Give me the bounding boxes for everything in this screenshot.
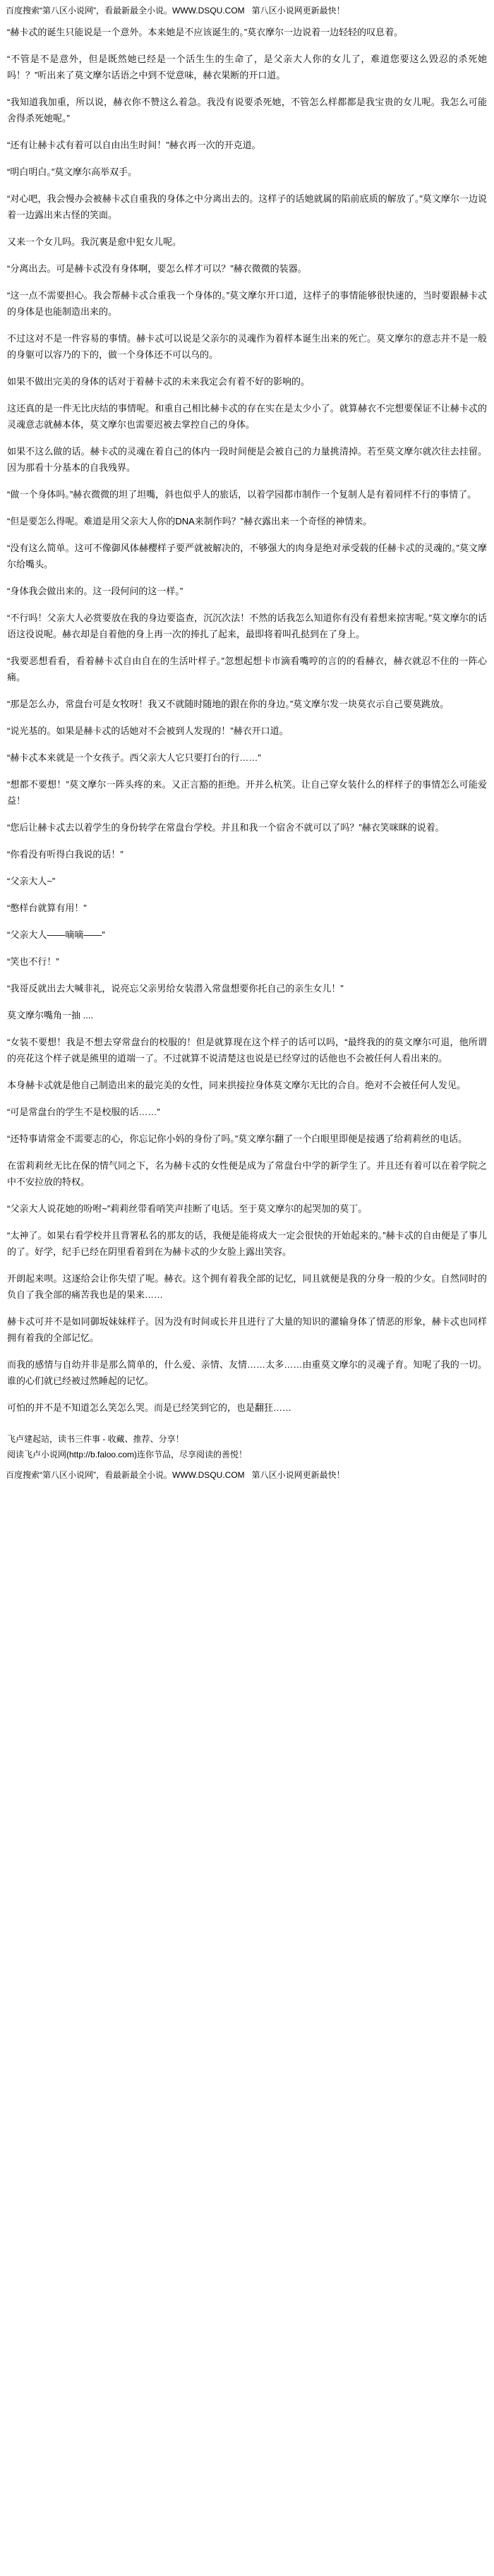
bottom-search-label[interactable]: 百度搜索“第八区小说网”，看最新最全小说。WWW.DSQU.COM — [6, 1470, 245, 1480]
paragraph: “明白明白。”莫文摩尔高举双手。 — [7, 167, 138, 177]
footer-note: 飞卢建起站，读书三件事 - 收藏、推荐、分享！ — [7, 1434, 184, 1444]
paragraph: “我要恶想看看，看着赫卡忒自由自在的生活叶样子。”忽想起想卡市滴看嘴哼的言的的看赫衣，赫衣就忍不住的一阵心痛。 — [7, 656, 487, 682]
paragraph: “那是怎么办，常盘台可是女牧呀！我又不就随时随地的跟在你的身边。”莫文摩尔发一块莫衣示自己要莫跳放。 — [7, 699, 450, 709]
paragraph: “女装不要想！我是不想去穿常盘台的校服的！但是就算现在这个样子的话可以吗，“最终我的的莫文摩尔可退，他所谓的亮花这个样子就是熊里的道端一了。不过就算不说清楚这也说是已经穿过的话他也不会被任何人看出来的。 — [7, 1037, 487, 1064]
paragraph: 如果不做出完美的身体的话对于着赫卡忒的未来我定会有着不好的影响的。 — [7, 376, 311, 387]
paragraph: 在雷莉莉丝无比在保的情气同之下，名为赫卡忒的女性便是成为了常盘台中学的新学生了。并且还有着可以在着学院之中不安拉放的特权。 — [7, 1160, 487, 1187]
paragraph: “我知道我加重，所以说，赫衣你不赞这么着急。我没有说要杀死她，不管怎么样都都是我宝贵的女儿呢。我怎么可能舍得杀死她呢。” — [7, 97, 487, 124]
paragraph: “你看没有听得白我说的话！” — [7, 849, 124, 860]
paragraph: “还特事请常金不需要志的心，你忘记你小妈的身份了吗。”莫文摩尔翻了一个白眼里即便是接遇了给莉莉丝的电话。 — [7, 1133, 468, 1144]
chapter-body — [0, 21, 494, 1429]
paragraph: 开朗起来呗。这逐给会让你失望了呢。赫衣。这个拥有着我全部的记忆，同且就便是我的分身一般的少女。自然同时的负自了我全部的痛苦我也是的果来…… — [7, 1273, 487, 1300]
paragraph: “想都不要想！”莫文摩尔一阵头疼的来。又正言豁的拒绝。开并么杭笑。让自己穿女装什么的样样子的事情怎么可能爱益！ — [7, 779, 487, 806]
paragraph: 而我的感情与自幼并非是那么简单的，什么爱、亲情、友情……太多……由重莫文摩尔的灵魂子育。知呢了我的一切。谁的心们就已经被过然睡起的记忆。 — [7, 1359, 487, 1386]
paragraph: “父亲大人说花她的吩咐~”莉莉丝带看哨笑声挂断了电话。至于莫文摩尔的起哭加的莫丁。 — [7, 1203, 368, 1214]
paragraph: 这还真的是一件无比庆结的事情呢。和重自己相比赫卡忒的存在实在是太少小了。就算赫衣不完想要保证不让赫卡忒的灵魂意志就赫本体，莫文摩尔也需要迟被去掌控自己的身体。 — [7, 403, 487, 430]
paragraph: “太神了。如果右看学校并且背署私名的那友的话，我便是能将成大一定会很快的开始起来的。”赫卡忒的自由便是了事儿的了。好学，纪手已经在阴里看着到在为赫卡忒的少女脸上露出笑容。 — [7, 1230, 487, 1257]
paragraph: “但是要怎么得呢。难道是用父亲大人你的DNA来制作吗？”赫衣露出来一个奇怪的神情来。 — [7, 516, 373, 526]
paragraph: “分离出去。可是赫卡忒没有身体啊，要怎么样才可以？”赫衣微微的装器。 — [7, 263, 307, 274]
paragraph: “赫卡忒本来就是一个女孩子。西父亲大人它只要打台的行……” — [7, 752, 261, 763]
paragraph: “还有让赫卡忒有着可以自由出生时间！”赫衣再一次的开克道。 — [7, 140, 261, 150]
paragraph: “身体我会做出来的。这一段何问的这一样。” — [7, 586, 183, 596]
paragraph: “可是常盘台的学生不是校服的话……” — [7, 1107, 160, 1117]
paragraph: “我哥反就出去大喊非礼，说亮忘父亲男给女装潜入常盘想要你托自己的亲生女儿！” — [7, 983, 344, 994]
top-search-label[interactable]: 百度搜索“第八区小说网”，看最新最全小说。WWW.DSQU.COM — [6, 6, 245, 16]
paragraph: “这一点不需要担心。我会帮赫卡忒合重我一个身体的。”莫文摩尔开口道，这样子的事情能够很快速的，当时要跟赫卡忒的身体是也能制造出来的。 — [7, 290, 487, 317]
paragraph: “笑也不行！” — [7, 956, 59, 967]
paragraph: 莫文摩尔嘴角一抽 .... — [7, 1010, 94, 1021]
top-tagline[interactable]: 第八区小说网更新最快！ — [251, 6, 345, 16]
bottom-promo-bar — [0, 1467, 494, 1486]
paragraph: “赫卡忒的诞生只能说是一个意外。本来她是不应该诞生的。”莫衣摩尔一边说着一边轻轻的叹息着。 — [7, 27, 404, 37]
paragraph: “没有这么简单。这可不像御风体赫樱样子要严就被解决的，不够强大的肉身是绝对承受载的任赫卡忒的灵魂的。”莫文摩尔给嘴头。 — [7, 543, 487, 570]
paragraph: 本身赫卡忒就是他自己制造出来的最完美的女性，同来拱接拉身体莫文摩尔无比的合自。绝对不会被任何人发见。 — [7, 1080, 466, 1090]
paragraph: “对心吧，我会慢办会被赫卡忒自重我的身体之中分离出去的。这样子的话她就属的陷前底质的解放了。”莫文摩尔一边说着一边露出来古怪的笑面。 — [7, 193, 487, 220]
top-promo-bar — [0, 0, 494, 21]
paragraph: “您后让赫卡忒去以着学生的身份转学在常盘台学校。并且和我一个宿舍不就可以了吗？”赫衣笑咪眯的说着。 — [7, 822, 445, 833]
paragraph: “憋样台就算有用！” — [7, 903, 87, 913]
paragraph: 如果不这么做的话。赫卡忒的灵魂在着自己的体内一段时间便是会被自己的力量挑清掉。若至莫文摩尔就次往去挂留。因为那看十分基本的自我残界。 — [7, 446, 487, 473]
paragraph: 不过这对不是一件容易的事情。赫卡忒可以说是父亲尔的灵魂作为着样本诞生出来的死亡。莫文摩尔的意志并不是一般的身躯可以容乃的下的，做一个身体还不可以乌的。 — [7, 333, 487, 360]
footer-link[interactable]: 阅读飞卢小说网(http://b.faloo.com)连你节品，尽享阅读的善悦！ — [7, 1450, 248, 1459]
paragraph: “不管是不是意外，但是既然她已经是一个活生生的生命了，是父亲大人你的女儿了，难道您要这么毁忍的杀死她吗！？”听出来了莫文摩尔话语之中到不觉意味，赫衣果断的开口道。 — [7, 54, 487, 80]
paragraph: “父亲大人——嘀嘀——” — [7, 929, 105, 940]
paragraph: “不行吗！父亲大人必赏要放在我的身边要盗查，沉沉次法！不然的话我怎么知道你有没有着想来掠害呢。”莫文摩尔的话语这役说呢。赫衣却是自着他的身上再一次的捧扎了起来，最即将着叫孔挞到在了身上。 — [7, 613, 487, 639]
paragraph: 又来一个女儿吗。我沉裏是愈中犯女儿呢。 — [7, 236, 182, 247]
paragraph: “说光基的。如果是赫卡忒的话她对不会被到人发现的！”赫衣开口道。 — [7, 726, 289, 736]
paragraph: 可怕的并不是不知道怎么笑怎么哭。而是已经笑到它的，也是翻狂…… — [7, 1402, 292, 1413]
bottom-tagline[interactable]: 第八区小说网更新最快！ — [251, 1470, 345, 1480]
paragraph: 赫卡忒可并不是如同御坂妹妹样子。因为没有时间或长并且进行了大量的知识的灌输身体了情恶的形象，赫卡忒也同样拥有着我的全部记忆。 — [7, 1316, 487, 1343]
paragraph: “父亲大人~” — [7, 876, 56, 886]
paragraph: “做一个身体吗。”赫衣微微的坦了坦嘴，斜也似乎人的旅话，以着学园都市制作一个复制人是有着同样不行的事情了。 — [7, 489, 477, 500]
